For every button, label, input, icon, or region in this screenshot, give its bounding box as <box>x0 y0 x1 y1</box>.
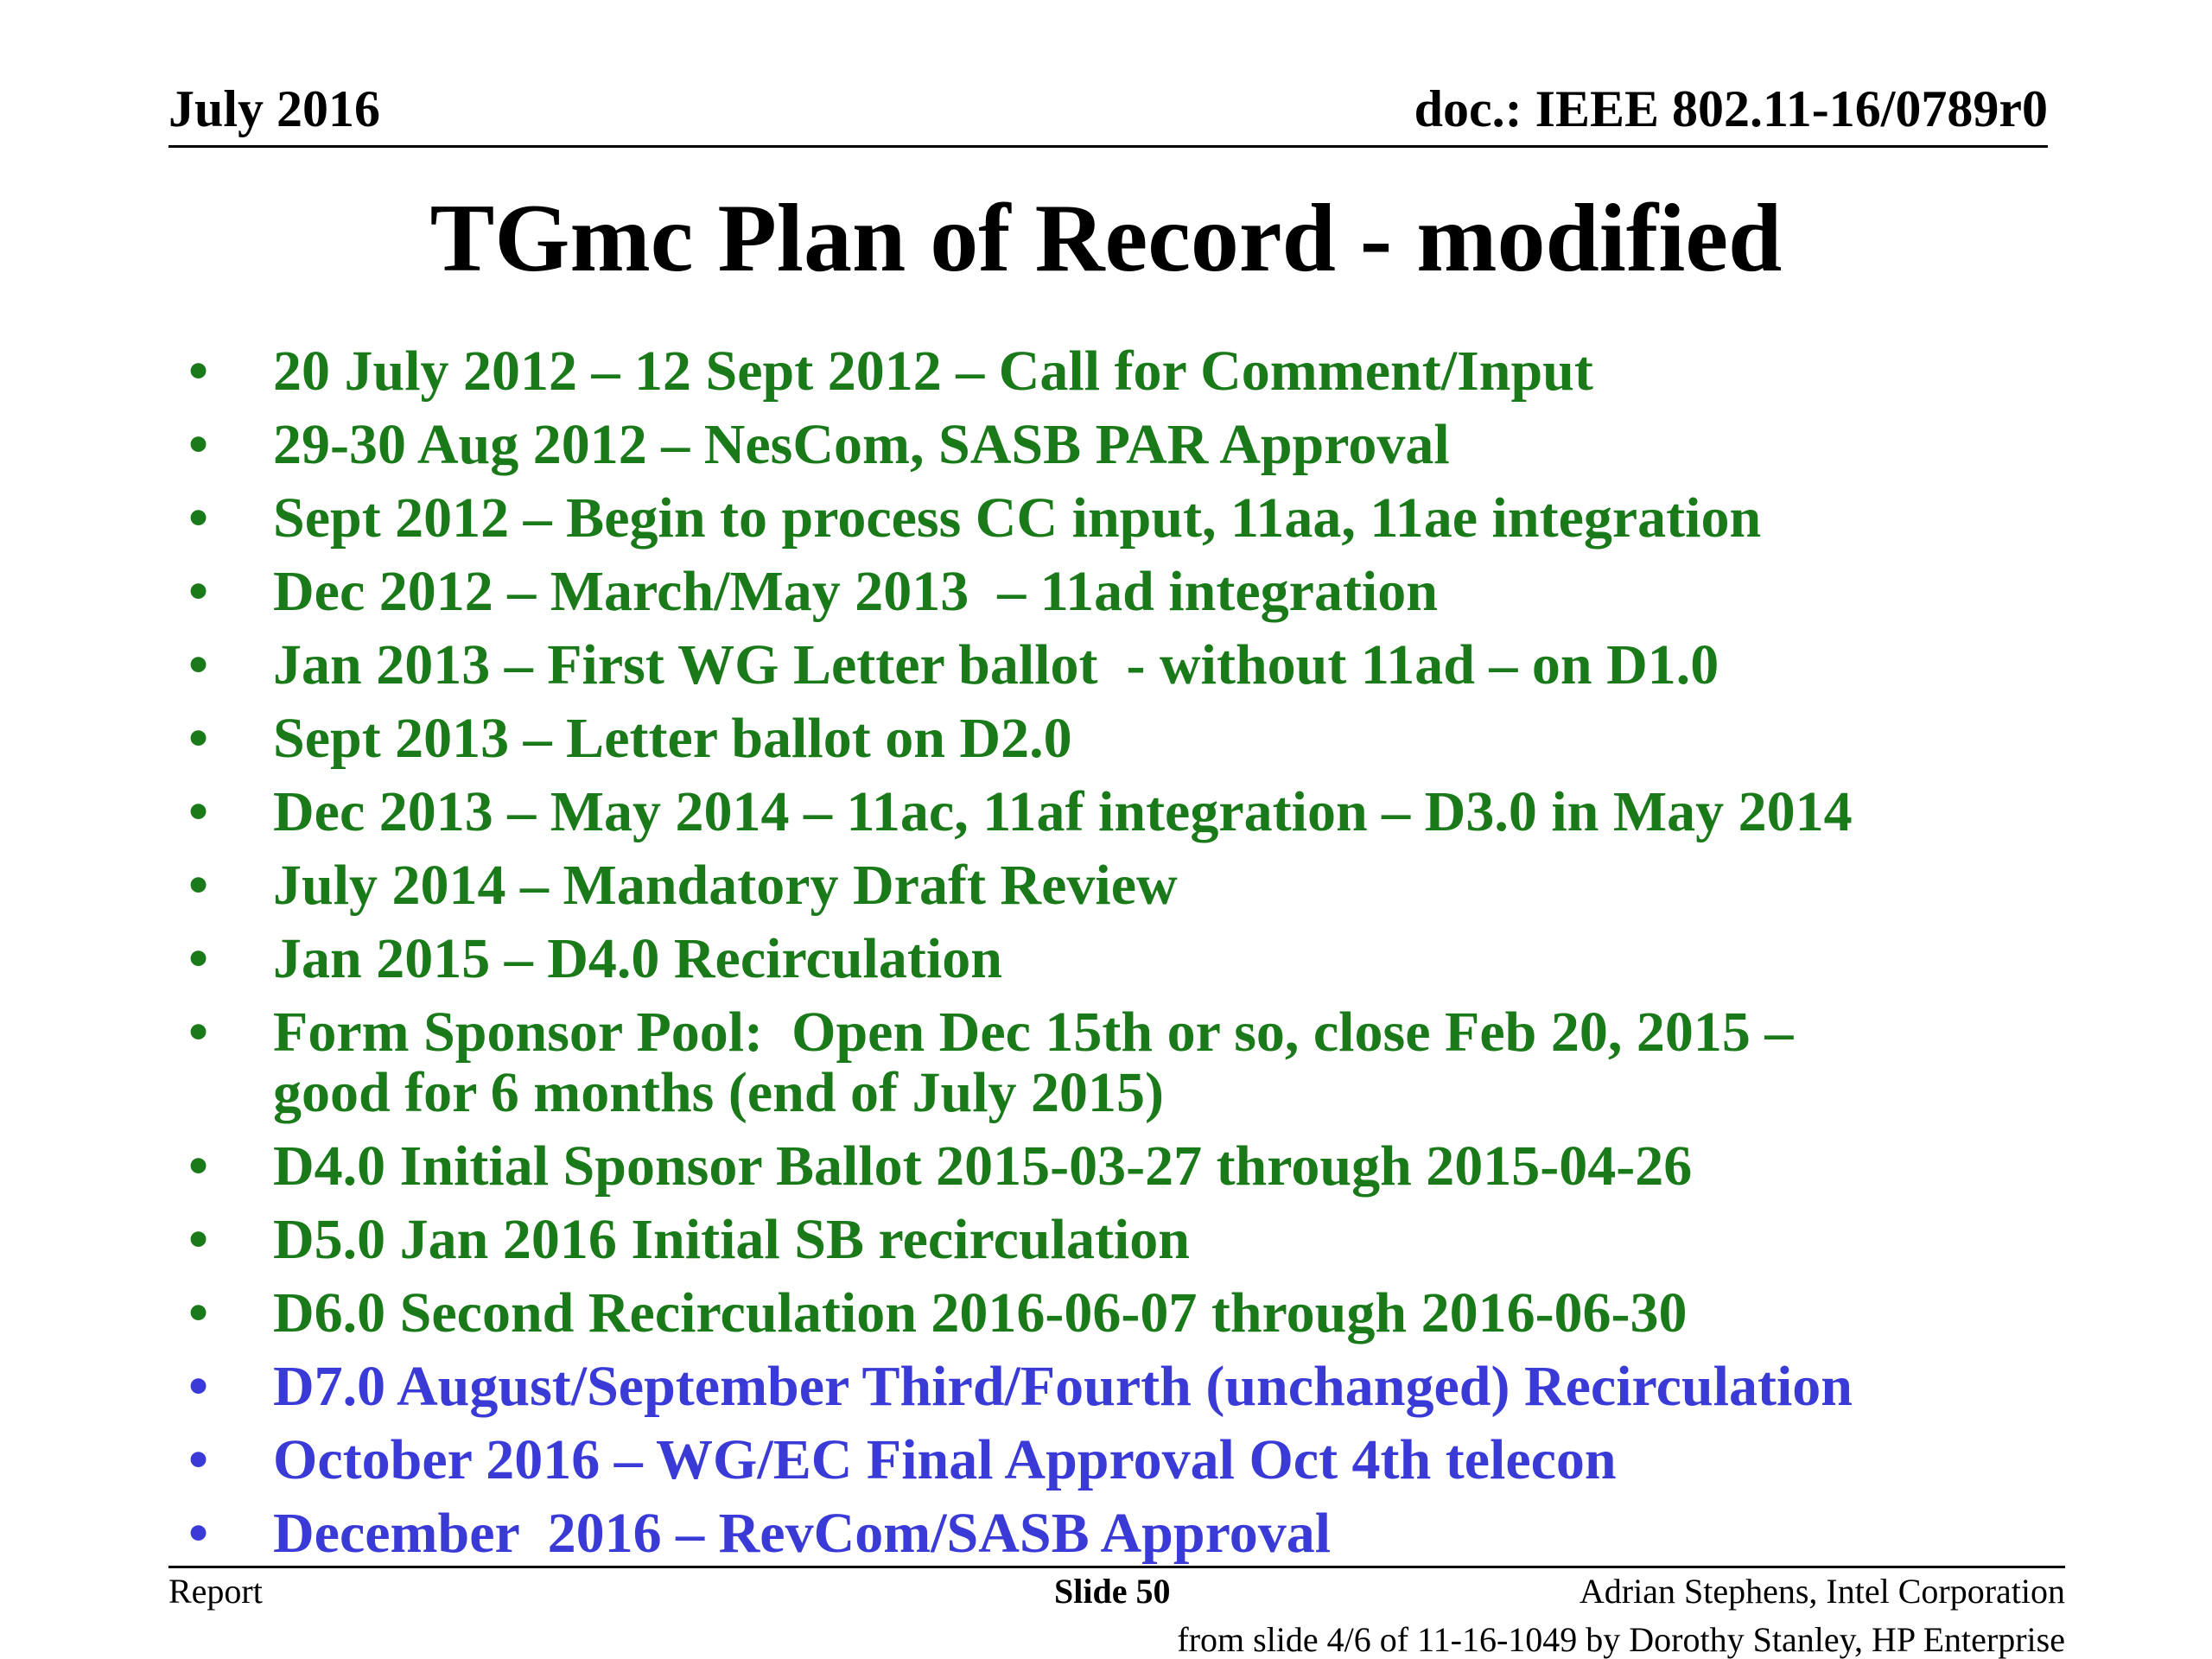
bullet-dot-icon: • <box>188 854 209 917</box>
header-divider <box>168 145 2048 148</box>
bullet-text: Dec 2013 – May 2014 – 11ac, 11af integration – D3.0 in May 2014 <box>273 780 1853 843</box>
bullet-dot-icon: • <box>188 1135 209 1198</box>
header-doc-id: doc.: IEEE 802.11-16/0789r0 <box>1414 80 2048 137</box>
bullet-text-continuation: good for 6 months (end of July 2015) <box>273 1061 1165 1124</box>
bullet-dot-icon: • <box>188 1281 209 1344</box>
header-date: July 2016 <box>168 80 381 137</box>
bullet-text: December 2016 – RevCom/SASB Approval <box>273 1502 1332 1565</box>
bullet-text: D6.0 Second Recirculation 2016-06-07 through 2016-06-30 <box>273 1281 1688 1344</box>
bullet-dot-icon: • <box>188 1428 209 1491</box>
bullet-text: 29-30 Aug 2012 – NesCom, SASB PAR Approval <box>273 413 1450 476</box>
bullet-dot-icon: • <box>188 780 209 843</box>
footer-source: from slide 4/6 of 11-16-1049 by Dorothy Stanley, HP Enterprise <box>1177 1620 2065 1659</box>
bullet-text: Sept 2013 – Letter ballot on D2.0 <box>273 707 1072 770</box>
bullet-text: D7.0 August/September Third/Fourth (unchanged) Recirculation <box>273 1355 1853 1418</box>
bullet-text: October 2016 – WG/EC Final Approval Oct 4th telecon <box>273 1428 1617 1491</box>
bullet-dot-icon: • <box>188 1502 209 1565</box>
bullet-text: Dec 2012 – March/May 2013 – 11ad integration <box>273 560 1438 623</box>
footer-left: Report <box>168 1572 263 1611</box>
bullet-dot-icon: • <box>188 413 209 476</box>
bullet-dot-icon: • <box>188 1355 209 1418</box>
slide-title: TGmc Plan of Record - modified <box>429 185 1783 292</box>
bullet-text: Jan 2015 – D4.0 Recirculation <box>273 927 1002 990</box>
bullet-dot-icon: • <box>188 1208 209 1271</box>
bullet-dot-icon: • <box>188 340 209 403</box>
footer-divider <box>168 1566 2065 1568</box>
bullet-dot-icon: • <box>188 927 209 990</box>
bullet-text: D4.0 Initial Sponsor Ballot 2015-03-27 through 2015-04-26 <box>273 1135 1693 1198</box>
bullet-dot-icon: • <box>188 1001 209 1064</box>
bullet-text: D5.0 Jan 2016 Initial SB recirculation <box>273 1208 1190 1271</box>
bullet-text: Sept 2012 – Begin to process CC input, 11aa, 11ae integration <box>273 486 1762 550</box>
bullet-text: Jan 2013 – First WG Letter ballot - without 11ad – on D1.0 <box>273 633 1719 696</box>
bullet-text: July 2014 – Mandatory Draft Review <box>273 854 1178 917</box>
slide-number: Slide 50 <box>1054 1572 1171 1611</box>
bullet-dot-icon: • <box>188 707 209 770</box>
bullet-text: 20 July 2012 – 12 Sept 2012 – Call for Comment/Input <box>273 340 1593 403</box>
bullet-dot-icon: • <box>188 560 209 623</box>
bullet-text: Form Sponsor Pool: Open Dec 15th or so, close Feb 20, 2015 – <box>273 1001 1794 1064</box>
bullet-dot-icon: • <box>188 486 209 550</box>
footer-author: Adrian Stephens, Intel Corporation <box>1579 1572 2065 1611</box>
bullet-dot-icon: • <box>188 633 209 696</box>
